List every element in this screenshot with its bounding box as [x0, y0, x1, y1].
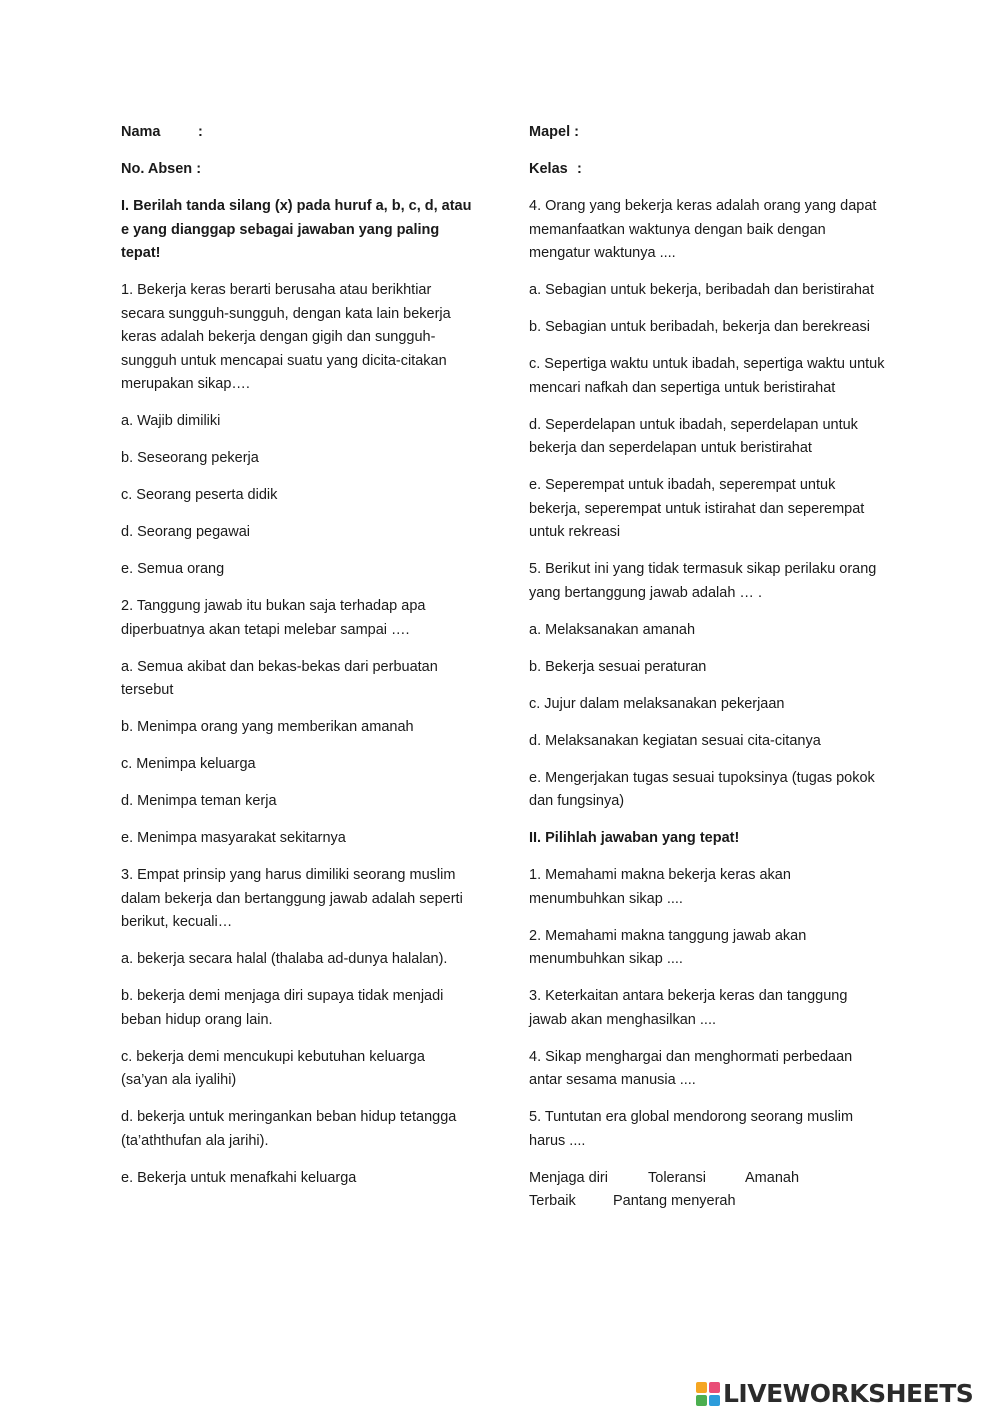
- q4-option-a[interactable]: a. Sebagian untuk bekerja, beribadah dan beristirahat: [529, 282, 875, 298]
- kelas-field: [529, 158, 889, 182]
- kelas-label: Kelas: [529, 161, 568, 177]
- q3-option-b[interactable]: b. bekerja demi menjaga diri supaya tidak menjadi beban hidup orang lain.: [121, 988, 444, 1028]
- word-toleransi[interactable]: Toleransi: [648, 1169, 707, 1186]
- logo-text: LIVEWORKSHEETS: [723, 1379, 974, 1408]
- s2-question-3: 3. Keterkaitan antara bekerja keras dan tanggung jawab akan menghasilkan ....: [529, 988, 848, 1028]
- nama-colon: :: [198, 124, 203, 140]
- q3-option-c[interactable]: c. bekerja demi mencukupi kebutuhan keluarga (sa’yan ala iyalihi): [121, 1048, 425, 1088]
- liveworksheets-logo: [696, 1380, 992, 1408]
- q5-option-e[interactable]: e. Mengerjakan tugas sesuai tupoksinya (tugas pokok dan fungsinya): [529, 769, 875, 809]
- q1-option-e[interactable]: e. Semua orang: [121, 561, 225, 577]
- section1-instruction: I. Berilah tanda silang (x) pada huruf a, b, c, d, atau e yang dianggap sebagai jawaban yang paling tepat!: [121, 198, 472, 261]
- q1-option-a[interactable]: a. Wajib dimiliki: [121, 413, 221, 429]
- q2-option-d[interactable]: d. Menimpa teman kerja: [121, 793, 277, 809]
- s2-question-5: 5. Tuntutan era global mendorong seorang muslim harus ....: [529, 1109, 854, 1149]
- liveworksheets-grid-icon: [696, 1382, 720, 1406]
- word-pantang-menyerah[interactable]: Pantang menyerah: [613, 1193, 736, 1209]
- q4-option-c[interactable]: c. Sepertiga waktu untuk ibadah, sepertiga waktu untuk mencari nafkah dan sepertiga untuk beristirahat: [529, 356, 885, 396]
- s2-question-2: 2. Memahami makna tanggung jawab akan menumbuhkan sikap ....: [529, 927, 807, 967]
- question-5: 5. Berikut ini yang tidak termasuk sikap perilaku orang yang bertanggung jawab adalah … .: [529, 561, 877, 601]
- section2-instruction: II. Pilihlah jawaban yang tepat!: [529, 830, 740, 846]
- q3-option-e[interactable]: e. Bekerja untuk menafkahi keluarga: [121, 1169, 357, 1186]
- word-menjaga-diri[interactable]: Menjaga diri: [529, 1169, 608, 1186]
- kelas-colon: :: [577, 161, 582, 177]
- q3-option-d[interactable]: d. bekerja untuk meringankan beban hidup tetangga (ta’aththufan ala jarihi).: [121, 1109, 457, 1149]
- q5-option-b[interactable]: b. Bekerja sesuai peraturan: [529, 658, 707, 675]
- q1-option-c[interactable]: c. Seorang peserta didik: [121, 487, 278, 503]
- q5-option-d[interactable]: d. Melaksanakan kegiatan sesuai cita-citanya: [529, 732, 821, 749]
- q5-option-a[interactable]: a. Melaksanakan amanah: [529, 621, 696, 638]
- q2-option-a[interactable]: a. Semua akibat dan bekas-bekas dari perbuatan tersebut: [121, 658, 438, 698]
- q2-option-c[interactable]: c. Menimpa keluarga: [121, 756, 256, 772]
- q4-option-b[interactable]: b. Sebagian untuk beribadah, bekerja dan berekreasi: [529, 319, 870, 335]
- nama-field: [121, 121, 473, 145]
- q3-option-a[interactable]: a. bekerja secara halal (thalaba ad-dunya halalan).: [121, 951, 448, 967]
- q4-option-e[interactable]: e. Seperempat untuk ibadah, seperempat untuk bekerja, seperempat untuk istirahat dan seperempat untuk rekreasi: [529, 477, 865, 540]
- q4-option-d[interactable]: d. Seperdelapan untuk ibadah, seperdelapan untuk bekerja dan seperdelapan untuk beristirahat: [529, 416, 858, 456]
- q1-option-b[interactable]: b. Seseorang pekerja: [121, 450, 259, 466]
- question-2: 2. Tanggung jawab itu bukan saja terhadap apa diperbuatnya akan tetapi melebar sampai ….: [121, 598, 426, 638]
- q2-option-e[interactable]: e. Menimpa masyarakat sekitarnya: [121, 830, 346, 846]
- nama-label: Nama: [121, 124, 161, 140]
- absen-label: No. Absen :: [121, 161, 202, 177]
- mapel-label: Mapel :: [529, 124, 579, 140]
- word-amanah[interactable]: Amanah: [745, 1169, 800, 1186]
- s2-question-4: 4. Sikap menghargai dan menghormati perbedaan antar sesama manusia ....: [529, 1048, 853, 1088]
- question-3: 3. Empat prinsip yang harus dimiliki seorang muslim dalam bekerja dan bertanggung jawab adalah seperti berikut, kecuali…: [121, 867, 463, 930]
- question-1: 1. Bekerja keras berarti berusaha atau berikhtiar secara sungguh-sungguh, dengan kata lain bekerja keras adalah bekerja dengan gigih dan sungguh-sungguh untuk mencapai suatu yang dicita-citakan merupakan sikap….: [121, 282, 451, 392]
- word-bank: [529, 1167, 889, 1214]
- right-column: [529, 121, 889, 1214]
- left-column: [121, 121, 473, 1204]
- q5-option-c[interactable]: c. Jujur dalam melaksanakan pekerjaan: [529, 695, 785, 712]
- word-terbaik[interactable]: Terbaik: [529, 1193, 576, 1209]
- q1-option-d[interactable]: d. Seorang pegawai: [121, 524, 250, 540]
- s2-question-1: 1. Memahami makna bekerja keras akan menumbuhkan sikap ....: [529, 867, 791, 907]
- question-4: 4. Orang yang bekerja keras adalah orang yang dapat memanfaatkan waktunya dengan baik dengan mengatur waktunya ....: [529, 198, 877, 261]
- q2-option-b[interactable]: b. Menimpa orang yang memberikan amanah: [121, 719, 414, 735]
